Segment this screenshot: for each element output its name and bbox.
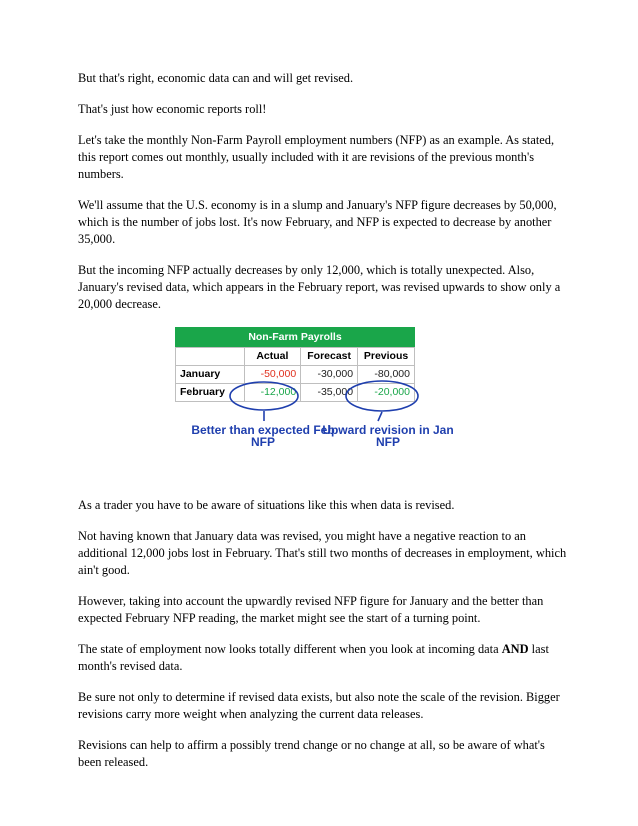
annotation-right: Upward revision in Jan NFP — [322, 423, 454, 449]
paragraph-nfp-example: Let's take the monthly Non-Farm Payroll employment numbers (NFP) as an example. As stated, this report comes out monthly, usually included with it are revisions of the previous month's numbers. — [78, 133, 555, 181]
february-forecast: -35,000 — [301, 384, 358, 402]
header-previous: Previous — [358, 348, 415, 366]
paragraph-negative-reaction: Not having known that January data was revised, you might have a negative reaction to an additional 12,000 jobs lost in February. That's still two months of decreases in employment, which ain't good. — [78, 529, 567, 577]
february-previous: -20,000 — [358, 384, 415, 402]
january-actual: -50,000 — [244, 366, 301, 384]
nfp-table-title: Non-Farm Payrolls — [175, 327, 415, 347]
document-page — [78, 70, 570, 785]
row-label-january: January — [176, 366, 245, 384]
nfp-figure — [78, 327, 570, 479]
february-actual: -12,000 — [244, 384, 301, 402]
annotation-left: Better than expected Feb NFP — [191, 423, 335, 449]
p4-bold: AND — [501, 642, 529, 656]
p4-before: The state of employment now looks totally different when you look at incoming data — [78, 642, 502, 656]
annotation-overlay — [78, 327, 570, 479]
paragraph-affirm-trend: Revisions can help to affirm a possibly trend change or no change at all, so be aware of what's been released. — [78, 738, 545, 769]
paragraph-trader-aware: As a trader you have to be aware of situations like this when data is revised. — [78, 498, 455, 512]
paragraph-state-of-employment — [78, 641, 570, 675]
paragraph-reports-roll: That's just how economic reports roll! — [78, 102, 267, 116]
ellipse-left — [230, 382, 298, 410]
paragraph-revised: But that's right, economic data can and will get revised. — [78, 71, 354, 85]
header-actual: Actual — [244, 348, 301, 366]
header-forecast: Forecast — [301, 348, 358, 366]
paragraph-turning-point: However, taking into account the upwardly revised NFP figure for January and the better than expected February NFP reading, the market might see the start of a turning point. — [78, 594, 544, 625]
p4-after: last month's revised data. — [78, 642, 549, 673]
paragraph-scale-of-revision: Be sure not only to determine if revised data exists, but also note the scale of the revision. Bigger revisions carry more weight when analyzing the current data releases. — [78, 690, 560, 721]
january-forecast: -30,000 — [301, 366, 358, 384]
paragraph-incoming-nfp: But the incoming NFP actually decreases by only 12,000, which is totally unexpected. Also, January's revised data, which appears in the February report, was revised upwards to show only a 20,000 decrease. — [78, 263, 561, 311]
ellipse-right — [346, 381, 418, 411]
arrow-right — [378, 412, 382, 421]
paragraph-slump: We'll assume that the U.S. economy is in a slump and January's NFP figure decreases by 50,000, which is the number of jobs lost. It's now February, and NFP is expected to decrease by another 35,000. — [78, 198, 557, 246]
january-previous: -80,000 — [358, 366, 415, 384]
row-label-february: February — [176, 384, 245, 402]
